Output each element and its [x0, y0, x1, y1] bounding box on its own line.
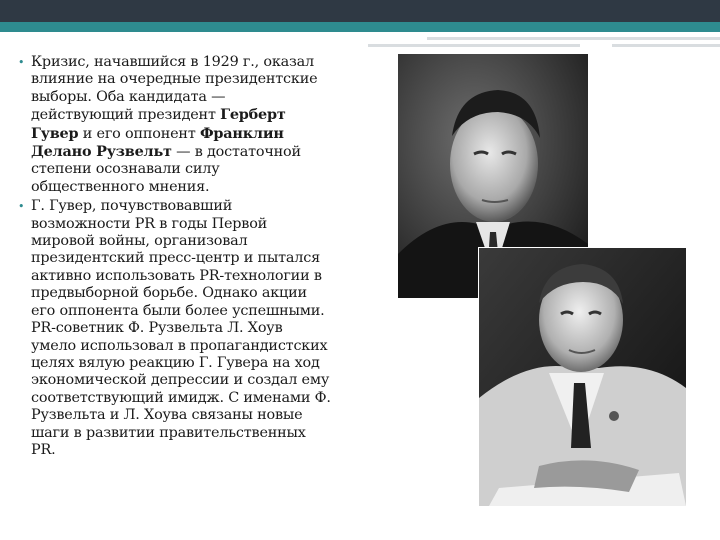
text-line: возможности PR в годы Первой: [31, 215, 268, 232]
text-run: действующий президент: [31, 107, 221, 124]
decor-line: [427, 37, 720, 40]
text-line: выборы. Оба кандидата —: [31, 88, 226, 105]
text-run: — в достаточной: [171, 144, 301, 161]
text-line: влияние на очередные президентские: [31, 71, 318, 88]
text-line: экономической депрессии и создал ему: [31, 372, 330, 389]
roosevelt-portrait-image: [479, 248, 686, 506]
bullet-item-1: [18, 54, 380, 196]
bold-name-hoover: Гувер: [31, 124, 79, 142]
text-line: шаги в развитии правительственных: [31, 424, 306, 441]
text-line: президентский пресс-центр и пытался: [31, 250, 320, 267]
decor-line: [368, 44, 580, 47]
decor-line: [612, 44, 720, 47]
text-line: активно использовать PR-технологии в: [31, 267, 322, 284]
text-line: соответствующий имидж. С именами Ф.: [31, 389, 331, 406]
text-line: его оппонента были более успешными.: [31, 302, 325, 319]
bold-name-roosevelt: Франклин: [199, 124, 284, 142]
text-line: целях вялую реакцию Г. Гувера на ход: [31, 354, 320, 371]
bold-name-hoover: Герберт: [220, 106, 286, 124]
accent-stripe: [0, 22, 720, 32]
text-line: умело использовал в пропагандистских: [31, 337, 328, 354]
top-banner: [0, 0, 720, 22]
text-line: Кризис, начавшийся в 1929 г., оказал: [31, 54, 314, 70]
text-line: PR.: [31, 441, 56, 458]
bold-name-roosevelt: Делано Рузвельт: [31, 143, 172, 161]
text-line: мировой войны, организовал: [31, 233, 248, 250]
text-line: степени осознавали силу: [31, 161, 220, 178]
text-line: предвыборной борьбе. Однако акции: [31, 285, 307, 302]
text-line: [31, 106, 380, 124]
bullet-icon: •: [18, 200, 25, 214]
bullet-icon: •: [18, 56, 25, 69]
text-line: Рузвельта и Л. Хоува связаны новые: [31, 407, 303, 424]
portrait-graphic: [479, 248, 686, 506]
text-line: Г. Гувер, почувствовавший: [31, 198, 233, 215]
text-line: [31, 125, 380, 143]
text-line: PR-советник Ф. Рузвельта Л. Хоув: [31, 320, 283, 337]
bullet-item-2: [18, 198, 380, 459]
text-run: и его оппонент: [78, 125, 200, 142]
text-line: [31, 143, 380, 161]
text-line: общественного мнения.: [31, 178, 210, 195]
slide-body-text: [18, 54, 380, 459]
